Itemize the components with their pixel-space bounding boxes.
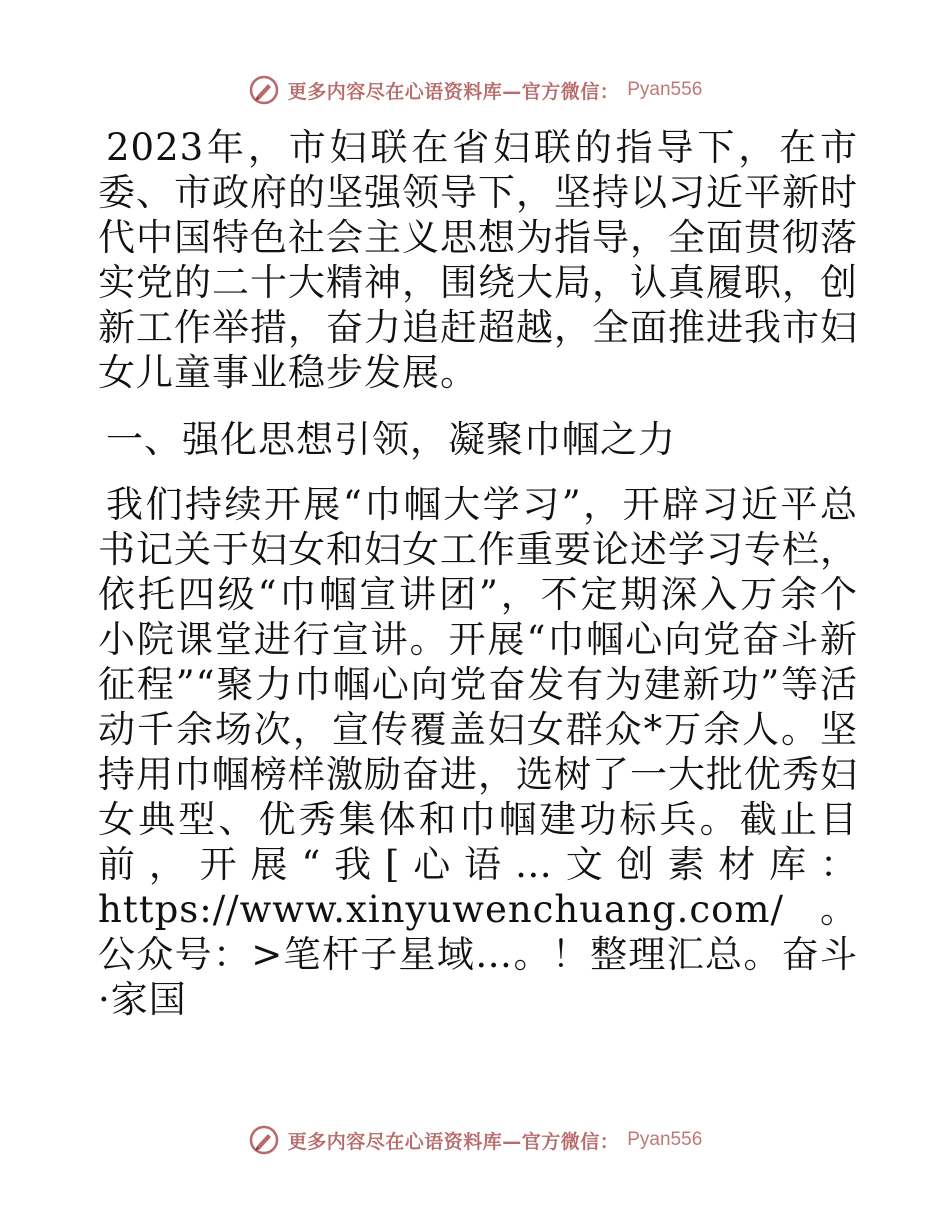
pen-logo-icon: [248, 1124, 280, 1156]
watermark-text: 更多内容尽在心语资料库—官方微信：: [287, 80, 620, 103]
header-watermark: [0, 70, 950, 110]
watermark-wechat-id: Pyan556: [627, 79, 703, 100]
footer-watermark: [0, 1120, 950, 1160]
pen-logo-icon: [248, 74, 280, 106]
watermark-text: 更多内容尽在心语资料库—官方微信：: [287, 1130, 620, 1153]
watermark-wechat-id: Pyan556: [627, 1129, 703, 1150]
section-heading: 一、强化思想引领，凝聚巾帼之力: [106, 418, 676, 461]
intro-paragraph: 2023年，市妇联在省妇联的指导下，在市委、市政府的坚强领导下，坚持以习近平新时代中国特色社会主义思想为指导，全面贯彻落实党的二十大精神，围绕大局，认真履职，创新工作举措，奋力追赶超越，全面推进我市妇女儿童事业稳步发展。: [98, 126, 858, 394]
document-body: [98, 125, 858, 1022]
section-paragraph: 我们持续开展“巾帼大学习”，开辟习近平总书记关于妇女和妇女工作重要论述学习专栏，依托四级“巾帼宣讲团”，不定期深入万余个小院课堂进行宣讲。开展“巾帼心向党奋斗新征程”“聚力巾帼心向党奋发有为建新功”等活动千余场次，宣传覆盖妇女群众*万余人。坚持用巾帼榜样激励奋进，选树了一大批优秀妇女典型、优秀集体和巾帼建功标兵。截止目前，开展“我[心语…文创素材库：https://www.xinyuwenchuang.com/。公众号：>笔杆子星域…。！整理汇总。奋斗·家国: [98, 483, 858, 1021]
